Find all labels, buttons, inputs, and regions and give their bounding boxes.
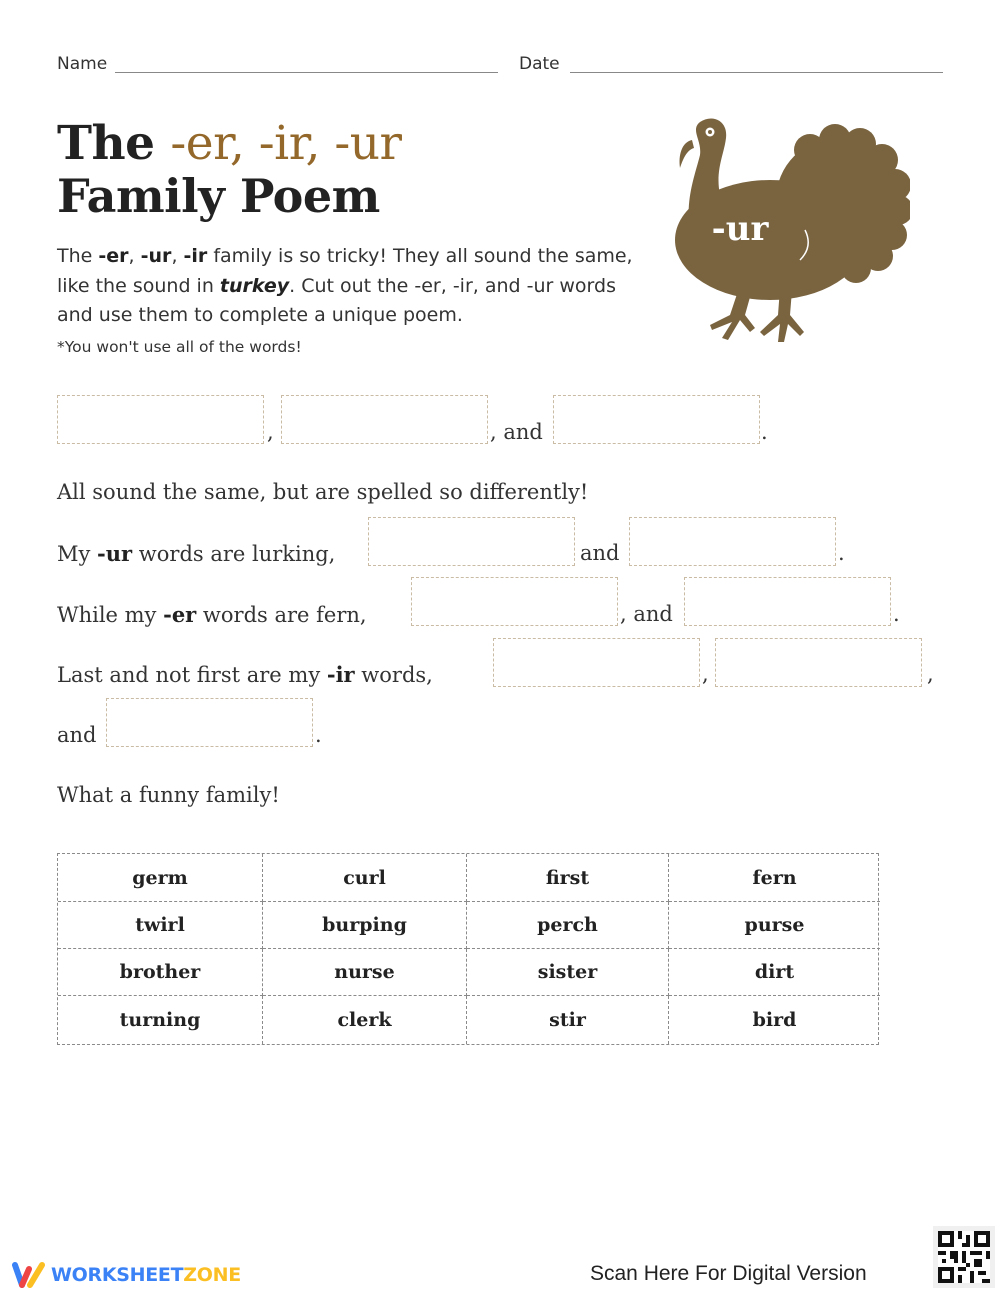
- intro-turkey: turkey: [219, 274, 290, 297]
- qr-code-icon: [938, 1231, 990, 1283]
- date-label: Date: [519, 54, 560, 74]
- poem-text: While my: [57, 603, 164, 627]
- poem-text: words,: [354, 663, 433, 687]
- poem-blank-4[interactable]: [368, 517, 575, 566]
- turkey-icon: [660, 110, 910, 350]
- page-title: [57, 118, 402, 222]
- intro-text: . Cut out the -er, -ir, and -ur words and use them to complete a unique poem.: [57, 274, 616, 326]
- logo-text: [51, 1264, 241, 1286]
- poem-bold-er: -er: [163, 602, 197, 627]
- poem-blank-9[interactable]: [715, 638, 922, 687]
- intro-note: *You won't use all of the words!: [57, 338, 302, 356]
- word-card[interactable]: twirl: [58, 902, 263, 949]
- turkey-label: -ur: [711, 209, 769, 249]
- word-card[interactable]: sister: [467, 949, 669, 996]
- poem-period: .: [893, 602, 900, 626]
- name-date-header: [57, 54, 943, 78]
- poem-period: .: [838, 541, 845, 565]
- word-card[interactable]: nurse: [263, 949, 467, 996]
- poem-line-4: [57, 602, 367, 627]
- poem-line-5: [57, 662, 433, 687]
- intro-ir: -ir: [183, 245, 208, 267]
- intro-text: The: [57, 245, 99, 267]
- poem-text: Last and not first are my: [57, 663, 327, 687]
- poem-line-2: All sound the same, but are spelled so differently!: [57, 480, 589, 504]
- logo-mark-icon: [10, 1261, 46, 1289]
- word-card[interactable]: perch: [467, 902, 669, 949]
- word-card[interactable]: brother: [58, 949, 263, 996]
- word-card[interactable]: fern: [669, 854, 880, 902]
- poem-comma: ,: [702, 662, 709, 686]
- poem-blank-6[interactable]: [411, 577, 618, 626]
- poem-blank-1[interactable]: [57, 395, 264, 444]
- intro-ur: -ur: [140, 245, 172, 267]
- poem-line-7: What a funny family!: [57, 783, 280, 807]
- poem-bold-ur: -ur: [97, 541, 133, 566]
- poem-text: My: [57, 542, 98, 566]
- poem-and: , and: [620, 602, 673, 626]
- word-card[interactable]: dirt: [669, 949, 880, 996]
- title-accent: -er, -ir, -ur: [170, 116, 402, 171]
- intro-sep: ,: [171, 245, 184, 267]
- logo-word-zone: ZONE: [183, 1264, 241, 1286]
- poem-blank-5[interactable]: [629, 517, 836, 566]
- logo-word-worksheet: WORKSHEET: [51, 1264, 184, 1286]
- word-card[interactable]: purse: [669, 902, 880, 949]
- name-field[interactable]: [115, 72, 498, 73]
- poem-bold-ir: -ir: [326, 662, 355, 687]
- intro-paragraph: [57, 242, 637, 331]
- title-line2: Family Poem: [57, 168, 380, 223]
- poem-comma: ,: [267, 420, 274, 444]
- worksheet-zone-logo[interactable]: [10, 1260, 241, 1290]
- word-card[interactable]: burping: [263, 902, 467, 949]
- poem-and: and: [580, 541, 620, 565]
- poem-blank-8[interactable]: [493, 638, 700, 687]
- poem-and: , and: [490, 420, 543, 444]
- word-card[interactable]: stir: [467, 996, 669, 1044]
- word-card[interactable]: turning: [58, 996, 263, 1044]
- word-card[interactable]: clerk: [263, 996, 467, 1044]
- date-field[interactable]: [570, 72, 943, 73]
- poem-comma: ,: [927, 662, 934, 686]
- title-prefix: The: [57, 116, 171, 171]
- poem-blank-3[interactable]: [553, 395, 760, 444]
- poem-period: .: [315, 723, 322, 747]
- word-card[interactable]: first: [467, 854, 669, 902]
- qr-code[interactable]: [933, 1226, 995, 1288]
- poem-text: words are fern,: [196, 603, 367, 627]
- poem-text: words are lurking,: [132, 542, 336, 566]
- intro-sep: ,: [128, 245, 141, 267]
- word-card[interactable]: curl: [263, 854, 467, 902]
- poem-period: .: [761, 420, 768, 444]
- word-card[interactable]: germ: [58, 854, 263, 902]
- poem-blank-7[interactable]: [684, 577, 891, 626]
- name-label: Name: [57, 54, 108, 74]
- intro-er: -er: [98, 245, 129, 267]
- scan-text: Scan Here For Digital Version: [590, 1262, 867, 1285]
- intro-text: family is so tricky! They all sound the same, like the sound in: [57, 245, 633, 297]
- word-card[interactable]: bird: [752, 1009, 797, 1031]
- word-bank: [57, 853, 879, 1045]
- poem-line-3: [57, 541, 335, 566]
- poem-blank-10[interactable]: [106, 698, 313, 747]
- poem-blank-2[interactable]: [281, 395, 488, 444]
- poem-and: and: [57, 723, 97, 747]
